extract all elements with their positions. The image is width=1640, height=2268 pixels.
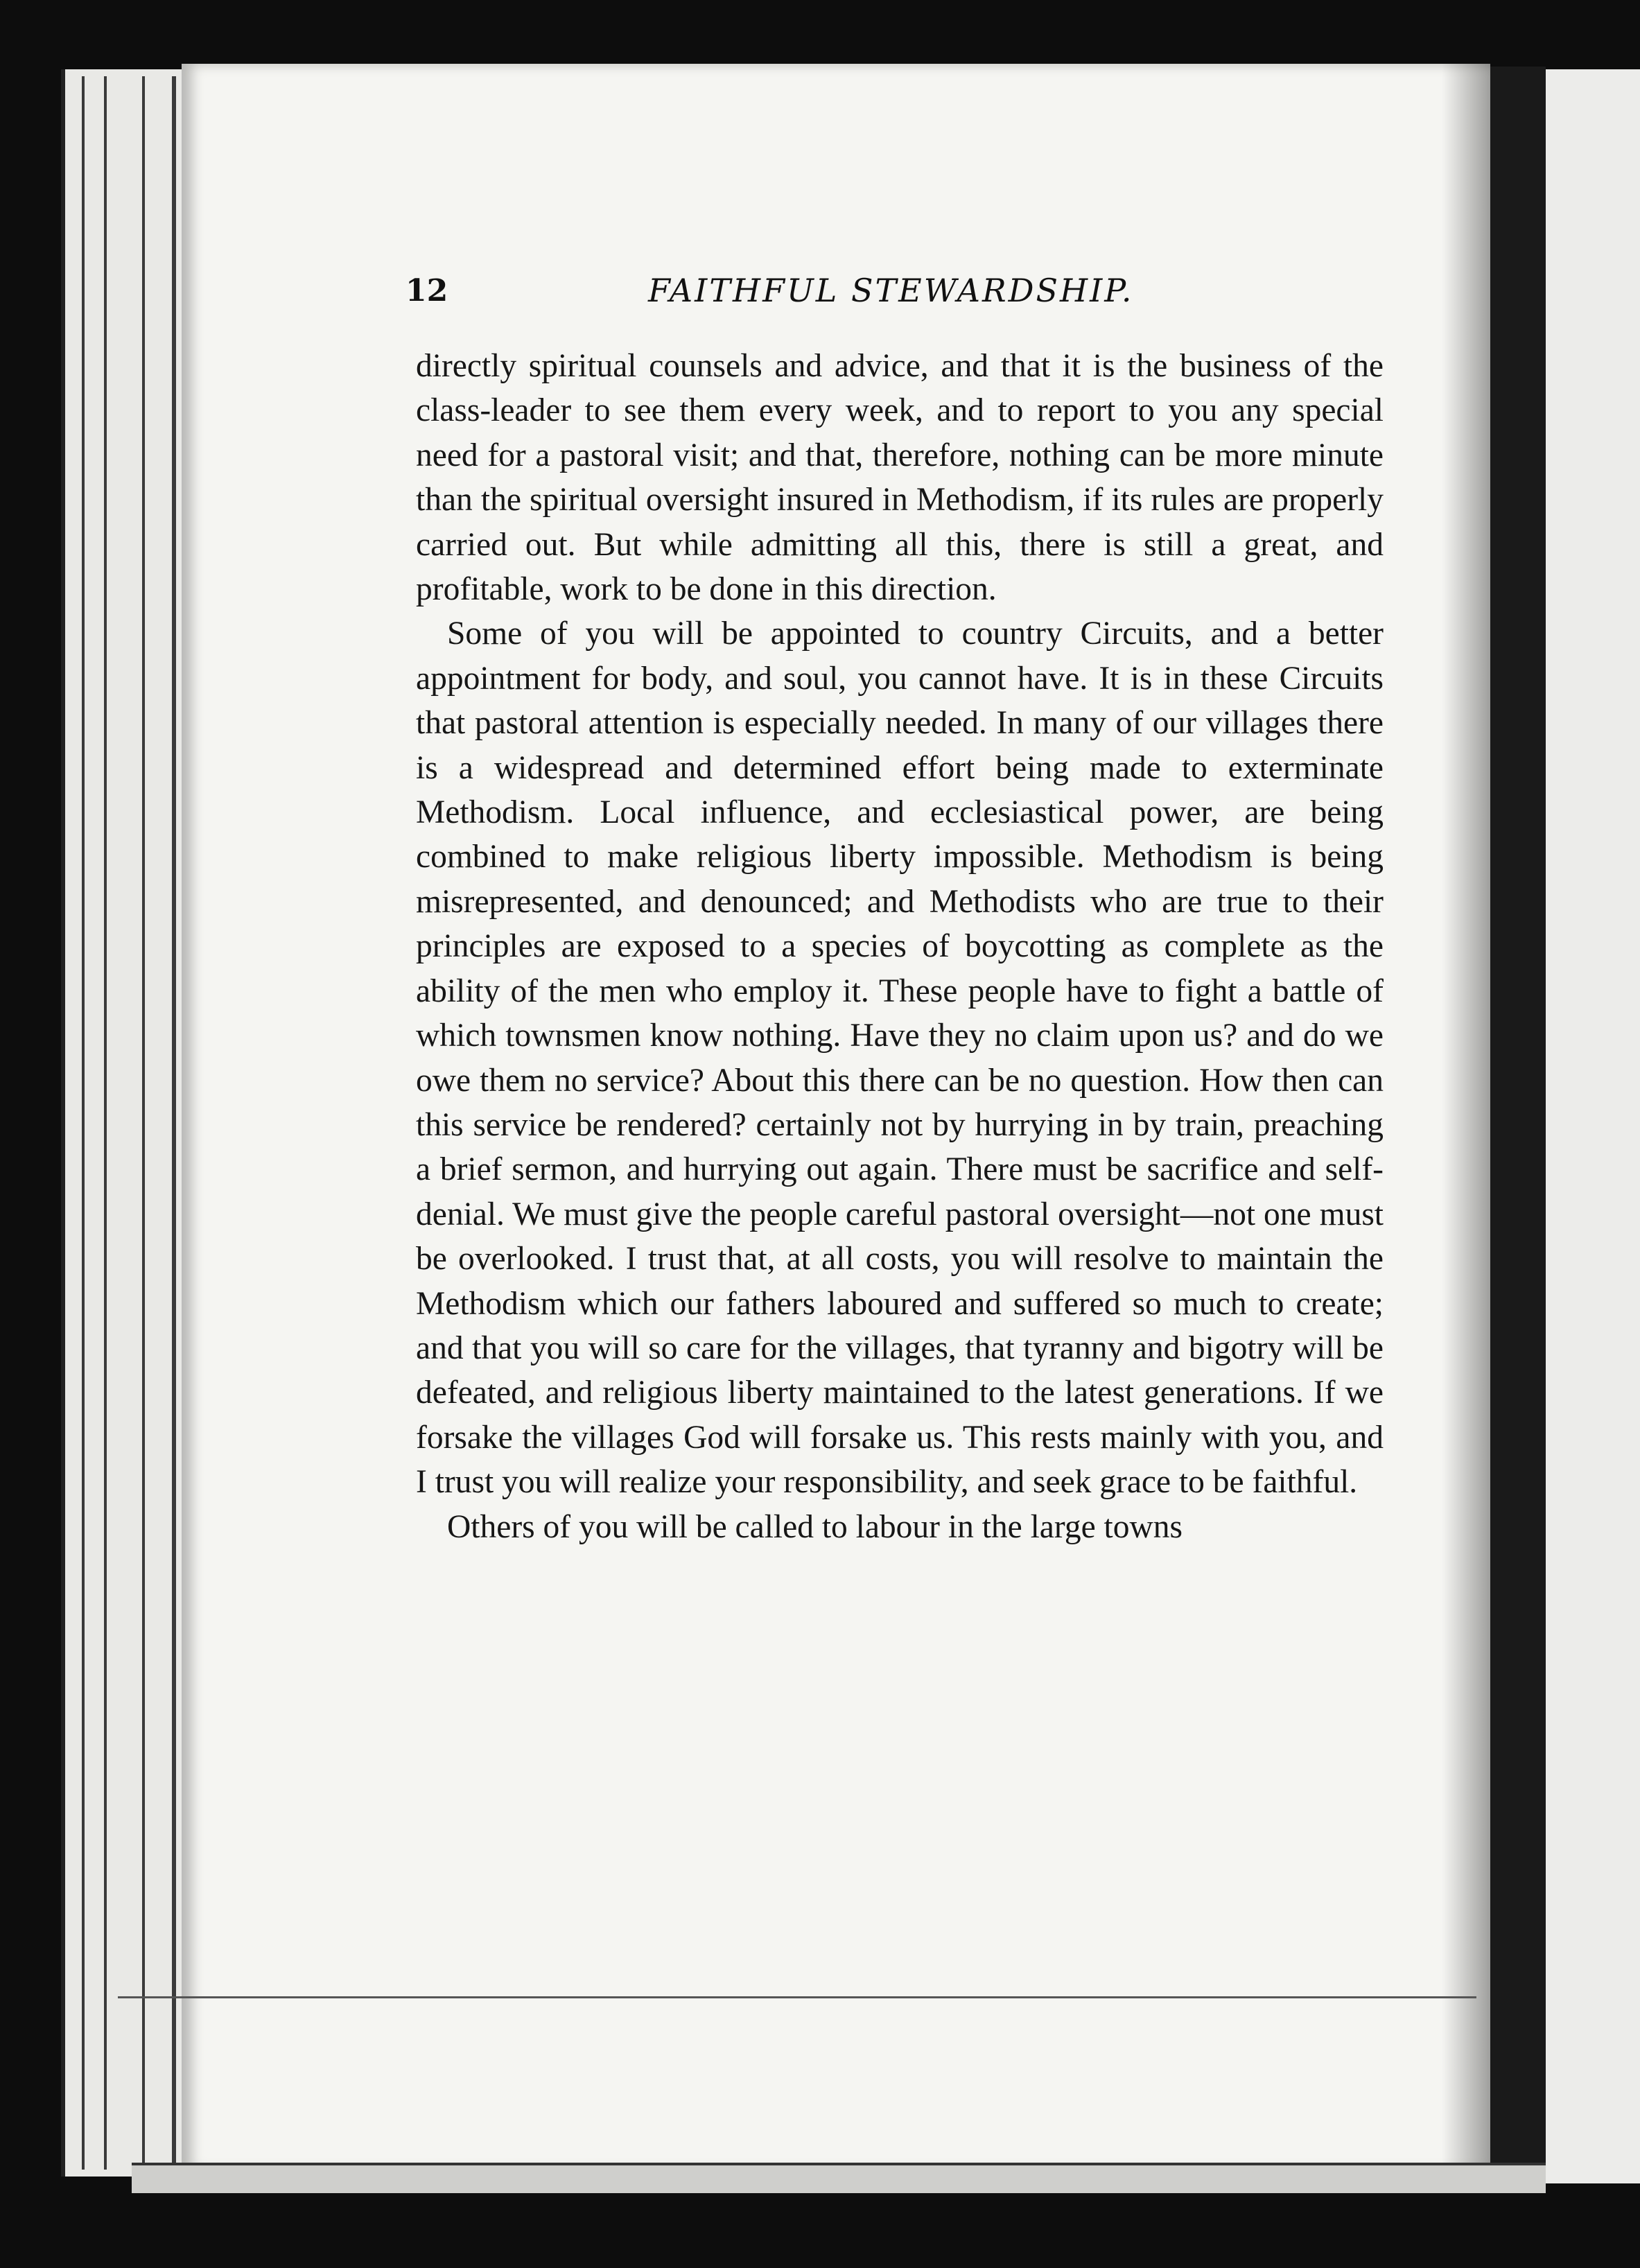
page-gutter-shadow	[1442, 64, 1490, 2171]
body-text	[416, 344, 1384, 1549]
page-edge-line	[104, 76, 107, 2170]
page-edge-line	[82, 76, 85, 2170]
page-number: 12	[405, 273, 448, 308]
page-edge-line	[172, 76, 176, 2170]
running-title: FAITHFUL STEWARDSHIP.	[648, 272, 1134, 309]
bottom-page-edge	[132, 2163, 1546, 2193]
paragraph: Others of you will be called to labour in the large towns	[447, 1508, 1183, 1545]
facing-page-edge	[1546, 69, 1640, 2183]
page-edge-line	[142, 76, 145, 2170]
bottom-rule-line	[118, 1996, 1476, 1998]
left-page-edges	[61, 69, 186, 2177]
paragraph: directly spiritual counsels and advice, and that it is the business of the class-leader to see them every week, and to report to you any special need for a pastoral visit; and that, therefore, nothing can be more minute than the spiritual oversight insured in Methodism, if its rules are properly carried out. But while admitting all this, there is still a great, and profitable, work to be done in this direction.	[416, 348, 1384, 608]
right-binding-shadow	[1490, 67, 1546, 2181]
paragraph: Some of you will be appointed to country Circuits, and a better appointment for body, and soul, you cannot have. It is in these Circuits that pastoral attention is especially needed. In many of our villages there is a widespread and determined effort being made to exterminate Methodism. Local influence, and ecclesiastical power, are being combined to make religious liberty impossible. Methodism is being misrepresented, and denounced; and Methodists who are true to their principles are exposed to a species of boycotting as complete as the ability of the men who employ it. These people have to fight a battle of which townsmen know nothing. Have they no claim upon us? and do we owe them no service? About this there can be no question. How then can this service be rendered? certainly not by hurrying in by train, preaching a brief sermon, and hurrying out again. There must be sacrifice and self-denial. We must give the people careful pastoral oversight—not one must be overlooked. I trust that, at all costs, you will resolve to maintain the Methodism which our fathers laboured and suffered so much to create; and that you will so care for the villages, that tyranny and bigotry will be defeated, and religious liberty maintained to the latest generations. If we forsake the villages God will forsake us. This rests mainly with you, and I trust you will realize your responsibility, and seek grace to be faithful.	[416, 616, 1384, 1501]
